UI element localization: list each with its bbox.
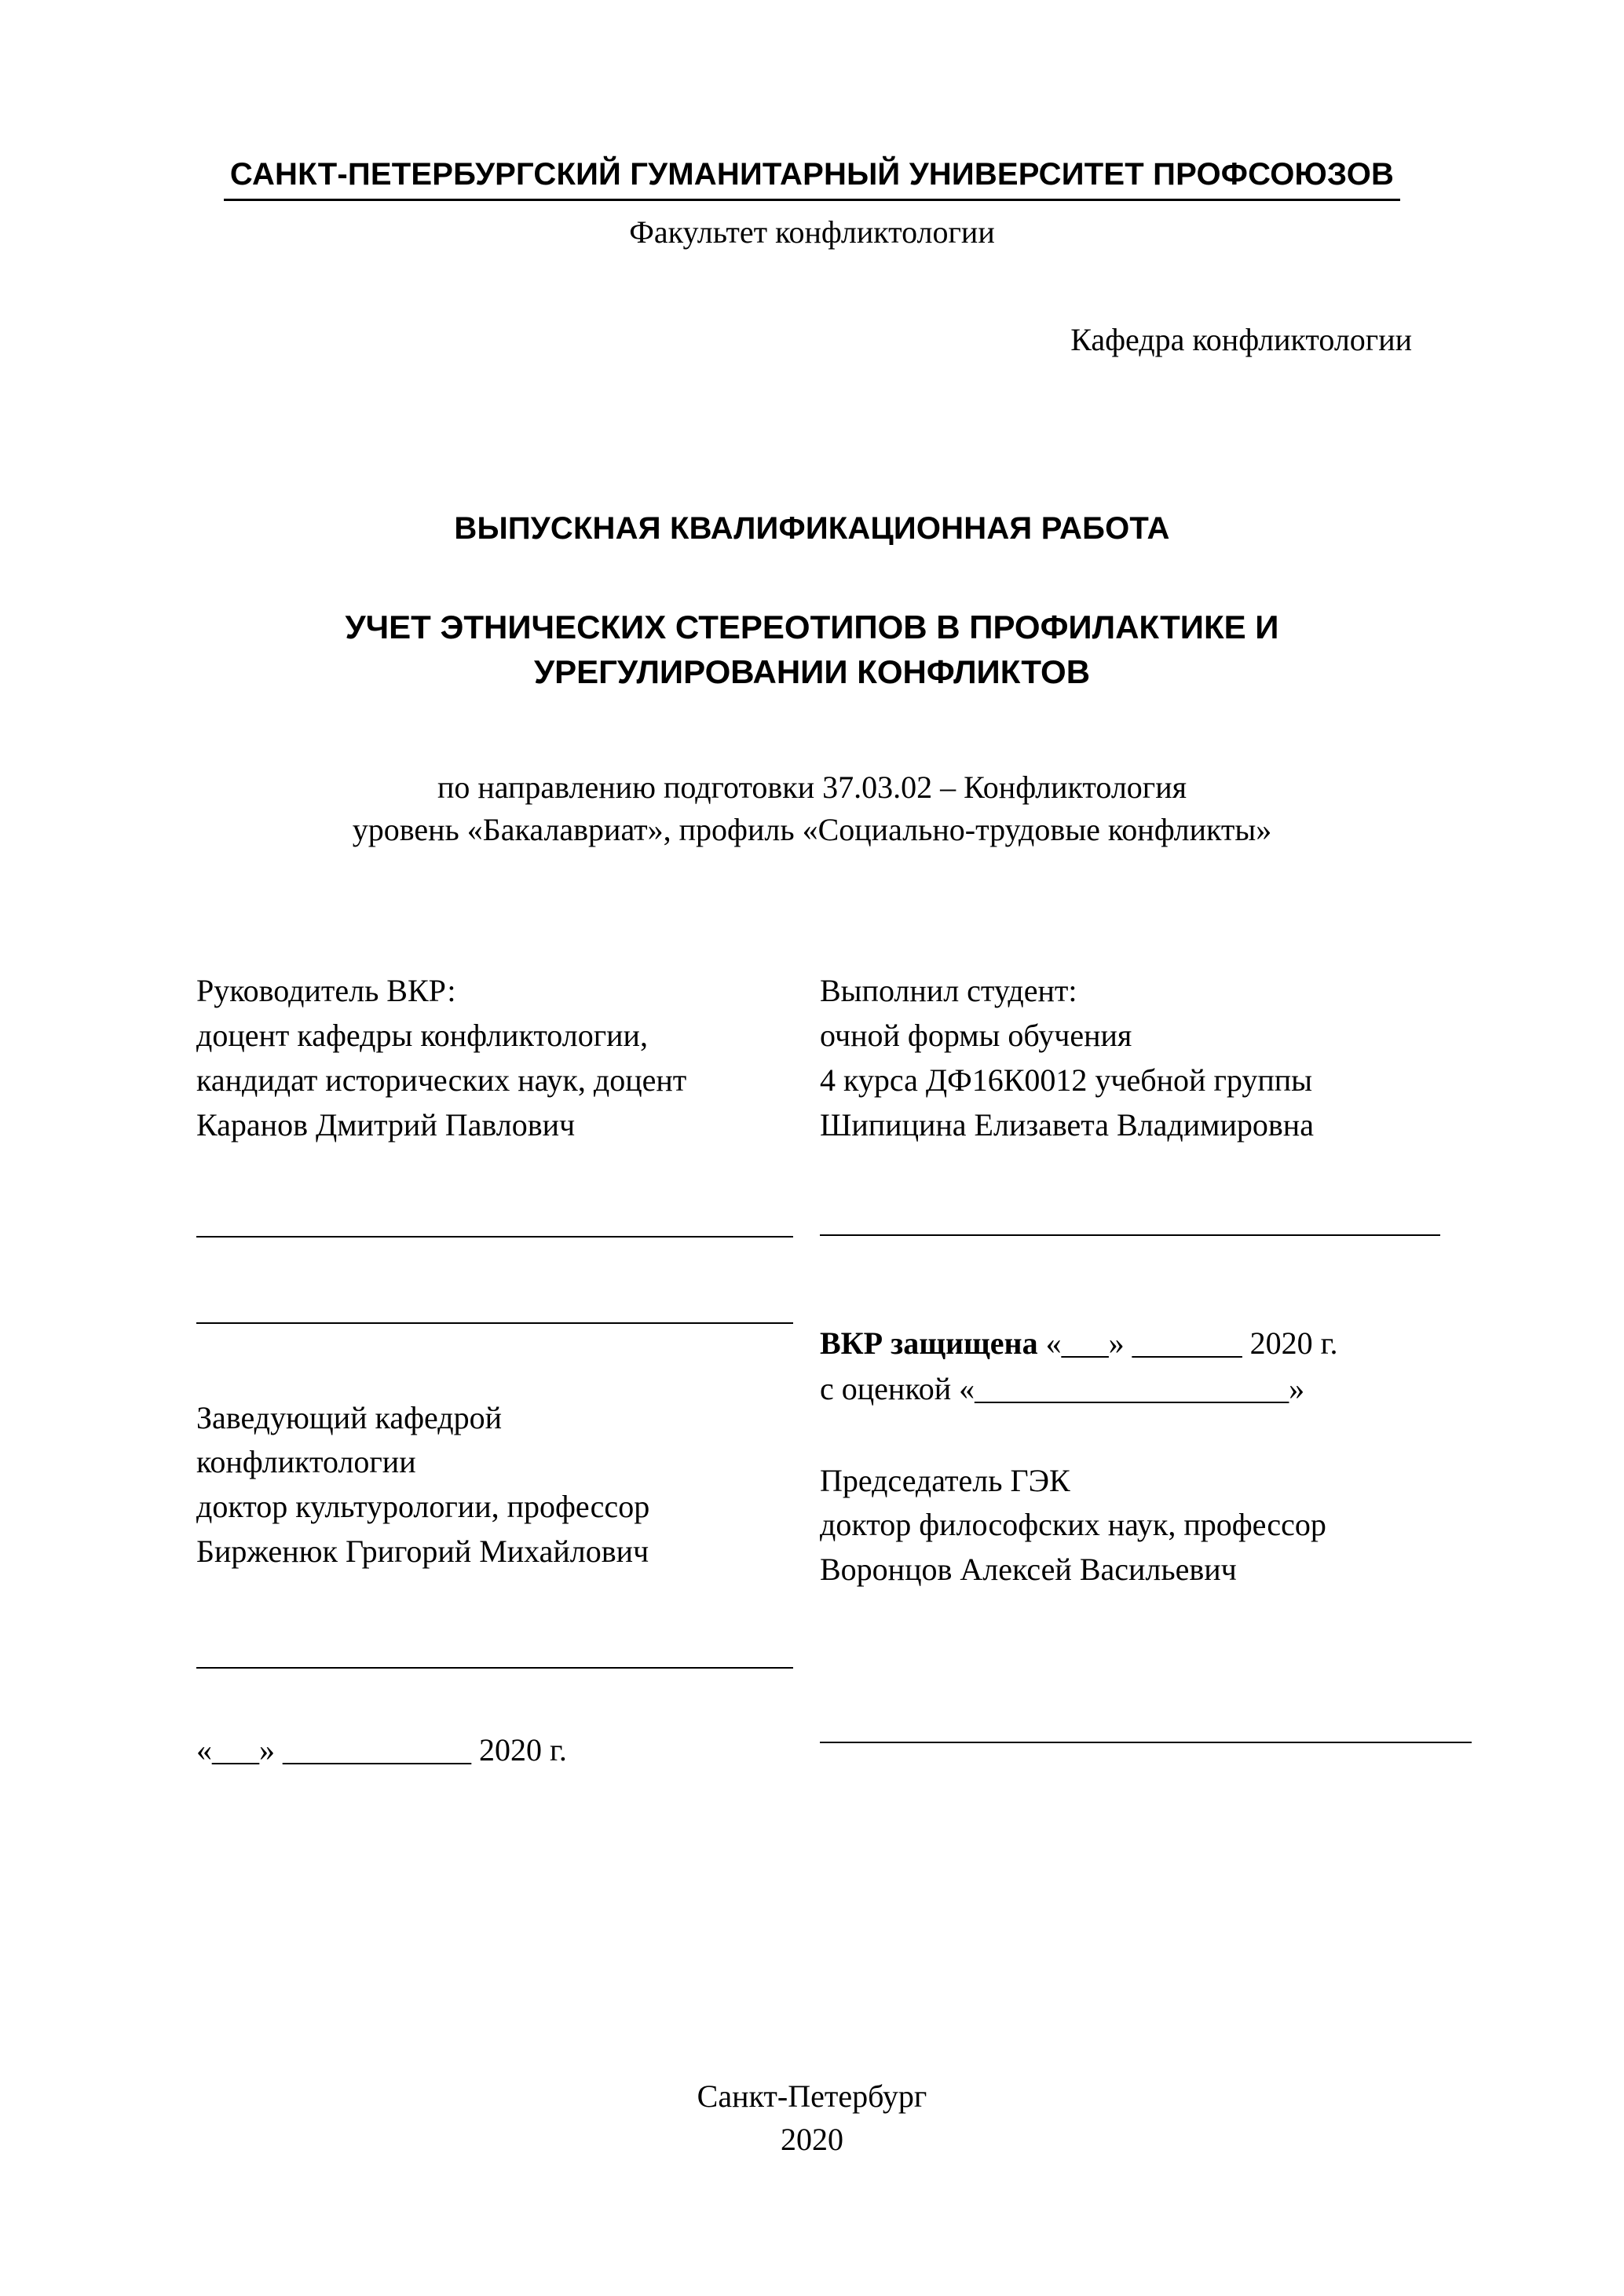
signatures-section — [196, 969, 1428, 1768]
defense-label: ВКР защищена — [820, 1325, 1038, 1361]
left-column — [196, 969, 812, 1768]
head-of-department-line1: Заведующий кафедрой — [196, 1399, 503, 1435]
defense-date-row — [820, 1321, 1428, 1366]
commission-chair-name: Воронцов Алексей Васильевич — [820, 1552, 1237, 1588]
supervisor-label: Руководитель ВКР: — [196, 973, 456, 1009]
supervisor-block — [196, 969, 788, 1147]
faculty-name: Факультет конфликтологии — [629, 214, 995, 250]
supervisor-degree: кандидат исторических наук, доцент — [196, 1062, 687, 1098]
university-name: САНКТ-ПЕТЕРБУРГСКИЙ ГУМАНИТАРНЫЙ УНИВЕРСИТЕТ ПРОФСОЮЗОВ — [224, 157, 1400, 201]
student-block — [820, 969, 1428, 1147]
student-label: Выполнил студент: — [820, 973, 1077, 1009]
right-column — [812, 969, 1428, 1768]
commission-chair-signature-line — [820, 1742, 1472, 1743]
student-signature-line — [820, 1234, 1440, 1236]
commission-chair-block — [820, 1459, 1428, 1592]
student-form: очной формы обучения — [820, 1018, 1132, 1054]
defense-grade-row: с оценкой «____________________» — [820, 1370, 1305, 1406]
supervisor-position: доцент кафедры конфликтологии, — [196, 1018, 648, 1054]
supervisor-signature-line — [196, 1236, 793, 1238]
student-group: 4 курса ДФ16К0012 учебной группы — [820, 1062, 1313, 1098]
program-direction: по направлению подготовки 37.03.02 – Конфликтология — [437, 770, 1187, 806]
student-name: Шипицина Елизавета Владимировна — [820, 1106, 1314, 1143]
department-name: Кафедра конфликтологии — [1070, 322, 1412, 357]
head-of-department-block — [196, 1396, 788, 1574]
page-footer — [0, 2075, 1624, 2161]
defense-date-blank: «___» _______ 2020 г. — [1045, 1325, 1338, 1361]
work-type: ВЫПУСКНАЯ КВАЛИФИКАЦИОННАЯ РАБОТА — [454, 511, 1170, 546]
thesis-title: УЧЕТ ЭТНИЧЕСКИХ СТЕРЕОТИПОВ В ПРОФИЛАКТИКЕ И УРЕГУЛИРОВАНИИ КОНФЛИКТОВ — [345, 609, 1279, 690]
head-of-department-name: Бирженюк Григорий Михайлович — [196, 1533, 649, 1569]
defense-block — [820, 1321, 1428, 1412]
head-of-department-degree: доктор культурологии, профессор — [196, 1489, 650, 1525]
supervisor-name: Каранов Дмитрий Павлович — [196, 1106, 576, 1143]
head-of-department-line2: конфликтологии — [196, 1444, 416, 1480]
city-name: Санкт-Петербург — [697, 2078, 927, 2114]
signature-date: «___» ____________ 2020 г. — [196, 1731, 567, 1768]
commission-chair-label: Председатель ГЭК — [820, 1462, 1070, 1498]
year: 2020 — [781, 2121, 843, 2157]
commission-chair-degree: доктор философских наук, профессор — [820, 1507, 1326, 1543]
program-info — [196, 766, 1428, 851]
program-level: уровень «Бакалавриат», профиль «Социально-трудовые конфликты» — [352, 812, 1272, 848]
head-of-department-second-signature-line — [196, 1667, 793, 1669]
